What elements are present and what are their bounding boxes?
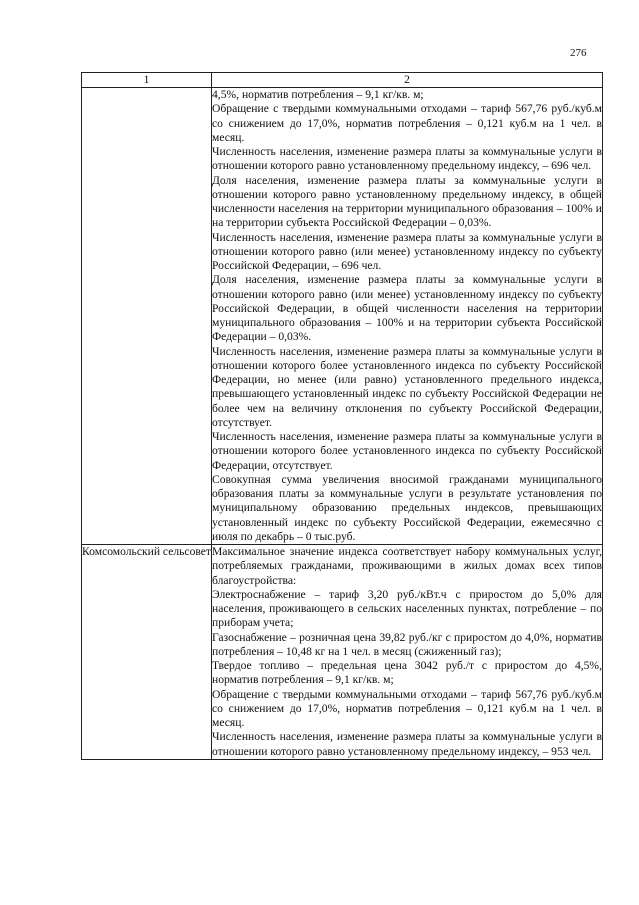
tariff-table [81,72,603,760]
paragraph: Обращение с твердыми коммунальными отходами – тариф 567,76 руб./куб.м со снижением до 17,0%, норматив потребления – 0,121 куб.м на 1 чел. в месяц. [212,687,602,729]
description-cell [212,88,603,545]
paragraph: Численность населения, изменение размера платы за коммунальные услуги в отношении которого равно (или менее) установленному индексу по субъекту Российской Федерации, – 696 чел. [212,230,602,272]
region-cell: Комсомольский сельсовет [82,545,212,760]
paragraph: Численность населения, изменение размера платы за коммунальные услуги в отношении которого более установленного индекса по субъекту Российской Федерации, отсутствует. [212,430,602,472]
paragraph: Численность населения, изменение размера платы за коммунальные услуги в отношении которого равно установленному предельному индексу, – 696 чел. [212,145,602,173]
description-cell [212,545,603,760]
paragraph: Совокупная сумма увеличения вносимой гражданами муниципального образования платы за коммунальные услуги в результате установления по муниципальному образованию предельных индексов, превышающих установленный индекс по субъекту Российской Федерации, ежемесячно с июля по декабрь – 0 тыс.руб. [212,472,602,543]
paragraph: 4,5%, норматив потребления – 9,1 кг/кв. м; [212,88,424,101]
table-row [82,88,603,545]
paragraph: Твердое топливо – предельная цена 3042 руб./т с приростом до 4,5%, норматив потребления – 9,1 кг/кв. м; [212,659,602,687]
paragraph: Максимальное значение индекса соответствует набору коммунальных услуг, потребляемых гражданами, проживающими в жилых домах всех типов благоустройства: [212,545,602,587]
paragraph: Численность населения, изменение размера платы за коммунальные услуги в отношении которого равно установленному предельному индексу, – 953 чел. [212,730,602,758]
paragraph: Обращение с твердыми коммунальными отходами – тариф 567,76 руб./куб.м со снижением до 17,0%, норматив потребления – 0,121 куб.м на 1 чел. в месяц. [212,102,602,144]
column-header-2: 2 [212,73,603,88]
paragraph: Газоснабжение – розничная цена 39,82 руб./кг с приростом до 4,0%, норматив потребления – 10,48 кг на 1 чел. в месяц (сжиженный газ); [212,630,602,658]
table-header-row [82,73,603,88]
paragraph: Доля населения, изменение размера платы за коммунальные услуги в отношении которого равно установленному предельному индексу, в общей численности населения на территории муниципального образования – 100% и на территории субъекта Российской Федерации – 0,03%. [212,173,602,230]
paragraph: Численность населения, изменение размера платы за коммунальные услуги в отношении которого более установленного индекса по субъекту Российской Федерации, но менее (или равно) установленного предельного индекса, превышающего установленный индекс по субъекту Российской Федерации не более чем на величину отклонения по субъекту Российской Федерации, отсутствует. [212,344,602,429]
paragraph: Доля населения, изменение размера платы за коммунальные услуги в отношении которого равно (или менее) установленному индексу по субъекту Российской Федерации, в общей численности населения на территории муниципального образования – 100% и на территории субъекта Российской Федерации – 0,03%. [212,273,602,344]
page-number: 276 [570,47,587,59]
column-header-1: 1 [82,73,212,88]
paragraph: Электроснабжение – тариф 3,20 руб./кВт.ч с приростом до 5,0% для населения, проживающего в сельских населенных пунктах, потребление – по приборам учета; [212,587,602,630]
table-row [82,545,603,760]
region-cell [82,88,212,545]
